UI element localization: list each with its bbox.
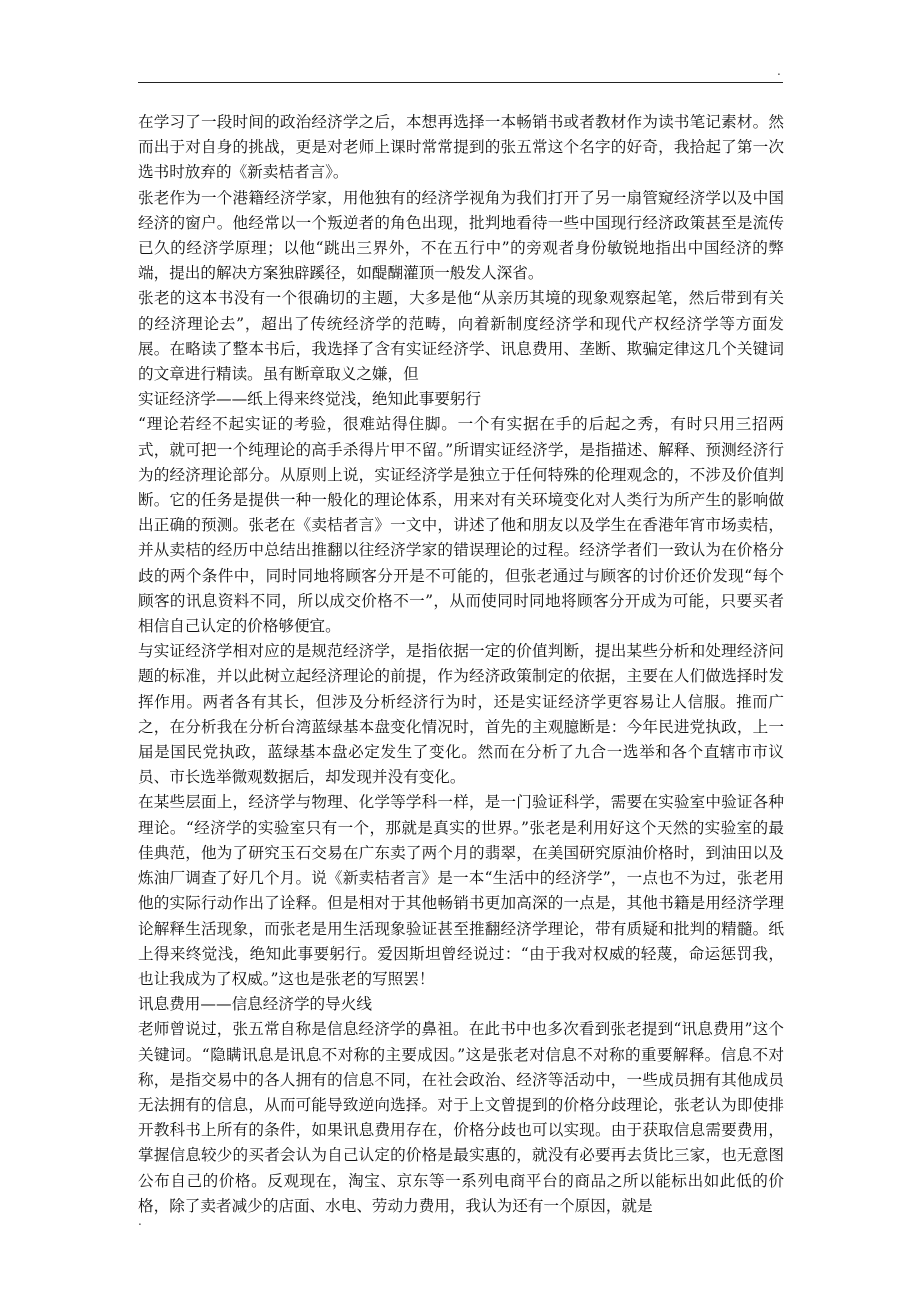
header-mark: . (777, 64, 781, 78)
paragraph-information-cost: 老师曾说过，张五常自称是信息经济学的鼻祖。在此书中也多次看到张老提到“讯息费用”这个关键词。“隐瞒讯息是讯息不对称的主要成因。”这是张老对信息不对称的重要解释。信息不对称，是指交易中的各人拥有的信息不同，在社会政治、经济等活动中，一些成员拥有其他成员无法拥有的信息，从而可能导致逆向选择。对于上文曾提到的价格分歧理论，张老认为即使排开教科书上所有的条件，如果讯息费用存在，价格分歧也可以实现。由于获取信息需要费用，掌握信息较少的买者会认为自己认定的价格是最实惠的，就没有必要再去货比三家，也无意图公布自己的价格。反观现在，淘宝、京东等一系列电商平台的商品之所以能标出如此低的价格，除了卖者减少的店面、水电、劳动力费用，我认为还有一个原因，就是 (138, 1020, 784, 1215)
paragraph-real-world-lab: 在某些层面上，经济学与物理、化学等学科一样，是一门验证科学，需要在实验室中验证各种理论。“经济学的实验室只有一个，那就是真实的世界。”张老是利用好这个天然的实验室的最佳典范，他为了研究玉石交易在广东卖了两个月的翡翠，在美国研究原油价格时，到油田以及炼油厂调查了好几个月。说《新卖桔者言》是一本“生活中的经济学”，一点也不为过，张老用他的实际行动作出了诠释。但是相对于其他畅销书更加高深的一点是，其他书籍是用经济学理论解释生活现象，而张老是用生活现象验证甚至推翻经济学理论，带有质疑和批判的精髓。纸上得来终觉浅，绝知此事要躬行。爱因斯坦曾经说过：“由于我对权威的轻蔑，命运惩罚我，也让我成为了权威。”这也是张老的写照罢！ (138, 793, 784, 988)
paragraph-author-overview: 张老作为一个港籍经济学家，用他独有的经济学视角为我们打开了另一扇管窥经济学以及中国经济的窗户。他经常以一个叛逆者的角色出现，批判地看待一些中国现行经济政策甚至是流传已久的经济学原理；以他“跳出三界外，不在五行中”的旁观者身份敏锐地指出中国经济的弊端，提出的解决方案独辟蹊径，如醍醐灌顶一般发人深省。 (138, 188, 784, 283)
section-heading-information-cost: 讯息费用——信息经济学的导火线 (138, 995, 372, 1014)
paragraph-intro: 在学习了一段时间的政治经济学之后，本想再选择一本畅销书或者教材作为读书笔记素材。然而出于对自身的挑战，更是对老师上课时常常提到的张五常这个名字的好奇，我拾起了第一次选书时放弃的《新卖桔者言》。 (138, 113, 784, 182)
paragraph-book-theme: 张老的这本书没有一个很确切的主题，大多是他“从亲历其境的现象观察起笔，然后带到有关的经济理论去”，超出了传统经济学的范畴，向着新制度经济学和现代产权经济学等方面发展。在略读了整本书后，我选择了含有实证经济学、讯息费用、垄断、欺骗定律这几个关键词的文章进行精读。虽有断章取义之嫌，但 (138, 289, 784, 384)
footer-mark: . (138, 1214, 142, 1228)
document-body (138, 110, 784, 1219)
paragraph-normative-economics: 与实证经济学相对应的是规范经济学，是指依据一定的价值判断，提出某些分析和处理经济问题的标准，并以此树立起经济理论的前提，作为经济政策制定的依据，主要在人们做选择时发挥作用。两者各有其长，但涉及分析经济行为时，还是实证经济学更容易让人信服。推而广之，在分析我在分析台湾蓝绿基本盘变化情况时，首先的主观臆断是：今年民进党执政，上一届是国民党执政，蓝绿基本盘必定发生了变化。然而在分析了九合一选举和各个直辖市市议员、市长选举微观数据后，却发现并没有变化。 (138, 642, 784, 787)
paragraph-positive-economics: “理论若经不起实证的考验，很难站得住脚。一个有实据在手的后起之秀，有时只用三招两式，就可把一个纯理论的高手杀得片甲不留。”所谓实证经济学，是指描述、解释、预测经济行为的经济理论部分。从原则上说，实证经济学是独立于任何特殊的伦理观念的，不涉及价值判断。它的任务是提供一种一般化的理论体系，用来对有关环境变化对人类行为所产生的影响做出正确的预测。张老在《卖桔者言》一文中，讲述了他和朋友以及学生在香港年宵市场卖桔，并从卖桔的经历中总结出推翻以往经济学家的错误理论的过程。经济学者们一致认为在价格分歧的两个条件中，同时同地将顾客分开是不可能的，但张老通过与顾客的讨价还价发现“每个顾客的讯息资料不同，所以成交价格不一”，从而使同时同地将顾客分开成为可能，只要买者相信自己认定的价格够便宜。 (138, 415, 784, 636)
header-rule (138, 82, 783, 83)
section-heading-positive-economics: 实证经济学——纸上得来终觉浅，绝知此事要躬行 (138, 390, 482, 409)
